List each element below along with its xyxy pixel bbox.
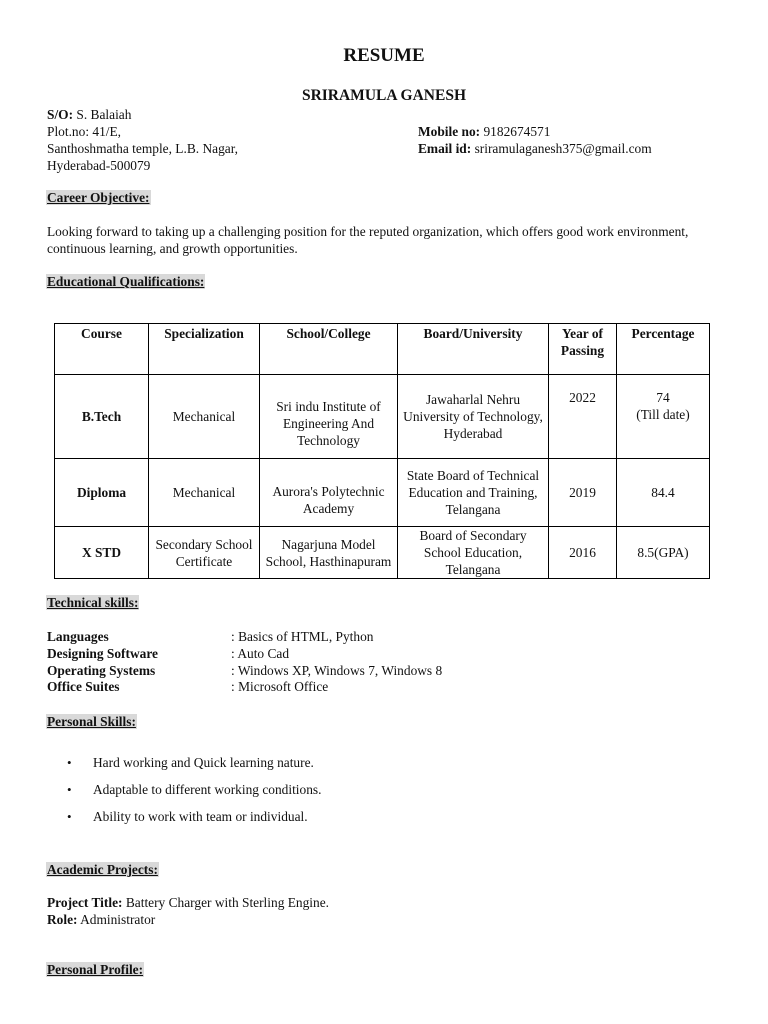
so-value: S. Balaiah (76, 107, 132, 122)
personal-profile-heading: Personal Profile: (47, 962, 144, 977)
academic-projects-section (46, 861, 159, 878)
career-objective-heading: Career Objective: (47, 190, 150, 205)
skill-value: Windows XP, Windows 7, Windows 8 (237, 663, 443, 678)
list-item: Adaptable to different working conditions. (93, 782, 322, 797)
table-row (55, 375, 710, 459)
skill-label-designing-software: Designing Software (47, 646, 158, 661)
technical-skills-heading: Technical skills: (47, 595, 139, 610)
percentage-note: (Till date) (636, 407, 690, 422)
skill-separator: : (231, 663, 235, 678)
skill-separator: : (231, 629, 235, 644)
career-objective-section (46, 189, 151, 206)
cell-school: Aurora's Polytechnic Academy (260, 459, 398, 527)
cell-board: State Board of Technical Education and Training, Telangana (398, 459, 549, 527)
project-title-label: Project Title: (47, 895, 123, 910)
education-table (54, 323, 710, 579)
email-line (418, 140, 652, 157)
project-title-line (47, 894, 329, 911)
mobile-value: 9182674571 (483, 124, 551, 139)
so-line (47, 106, 131, 123)
cell-course: X STD (55, 527, 149, 579)
skill-separator: : (231, 646, 235, 661)
address-line-1: Plot.no: 41/E, (47, 124, 122, 139)
project-title-value: Battery Charger with Sterling Engine. (125, 895, 330, 910)
skill-value: Auto Cad (237, 646, 290, 661)
column-header-year: Year of Passing (549, 324, 617, 375)
personal-skills-section (46, 713, 137, 730)
cell-board: Jawaharlal Nehru University of Technology, Hyderabad (398, 375, 549, 459)
column-header-board: Board/University (398, 324, 549, 375)
personal-profile-section (46, 961, 144, 978)
role-line (47, 911, 155, 928)
resume-title: RESUME (343, 45, 425, 66)
mobile-line (418, 123, 550, 140)
percentage-value: 74 (656, 390, 670, 405)
column-header-school: School/College (260, 324, 398, 375)
email-label: Email id: (418, 141, 472, 156)
role-value: Administrator (80, 912, 156, 927)
skill-label-office-suites: Office Suites (47, 679, 120, 694)
table-row (55, 527, 710, 579)
skill-value: Microsoft Office (238, 679, 329, 694)
email-value: sriramulaganesh375@gmail.com (474, 141, 652, 156)
role-label: Role: (47, 912, 78, 927)
cell-percentage (617, 375, 710, 459)
cell-year: 2016 (549, 527, 617, 579)
skill-value-languages (231, 628, 373, 645)
academic-projects-heading: Academic Projects: (47, 862, 158, 877)
career-objective-text: Looking forward to taking up a challenging position for the reputed organization, which offers good work environment, continuous learning, and growth opportunities. (47, 224, 689, 256)
skill-label-operating-systems: Operating Systems (47, 663, 156, 678)
so-label: S/O: (47, 107, 74, 122)
table-row (55, 459, 710, 527)
cell-percentage: 8.5(GPA) (617, 527, 710, 579)
address-line-2: Santhoshmatha temple, L.B. Nagar, (47, 141, 238, 156)
bullet-icon: • (67, 782, 72, 797)
cell-school: Nagarjuna Model School, Hasthinapuram (260, 527, 398, 579)
cell-specialization: Mechanical (149, 375, 260, 459)
cell-specialization: Mechanical (149, 459, 260, 527)
cell-specialization: Secondary School Certificate (149, 527, 260, 579)
skill-value-office-suites (231, 678, 328, 695)
cell-course: Diploma (55, 459, 149, 527)
skill-value-operating-systems (231, 662, 442, 679)
column-header-course: Course (55, 324, 149, 375)
cell-year: 2019 (549, 459, 617, 527)
education-heading: Educational Qualifications: (47, 274, 205, 289)
cell-course: B.Tech (55, 375, 149, 459)
column-header-specialization: Specialization (149, 324, 260, 375)
candidate-name: SRIRAMULA GANESH (301, 87, 467, 104)
table-header-row (55, 324, 710, 375)
personal-skills-heading: Personal Skills: (47, 714, 136, 729)
bullet-icon: • (67, 755, 72, 770)
cell-year: 2022 (549, 375, 617, 459)
column-header-percentage: Percentage (617, 324, 710, 375)
skill-value: Basics of HTML, Python (238, 629, 374, 644)
list-item: Ability to work with team or individual. (93, 809, 308, 824)
cell-school: Sri indu Institute of Engineering And Technology (260, 375, 398, 459)
education-section (46, 273, 205, 290)
technical-skills-section (46, 594, 139, 611)
bullet-icon: • (67, 809, 72, 824)
cell-percentage: 84.4 (617, 459, 710, 527)
address-line-3: Hyderabad-500079 (47, 158, 151, 173)
list-item: Hard working and Quick learning nature. (93, 755, 314, 770)
mobile-label: Mobile no: (418, 124, 481, 139)
skill-separator: : (231, 679, 235, 694)
cell-board: Board of Secondary School Education, Telangana (398, 527, 549, 579)
skill-value-designing-software (231, 645, 289, 662)
skill-label-languages: Languages (47, 629, 109, 644)
